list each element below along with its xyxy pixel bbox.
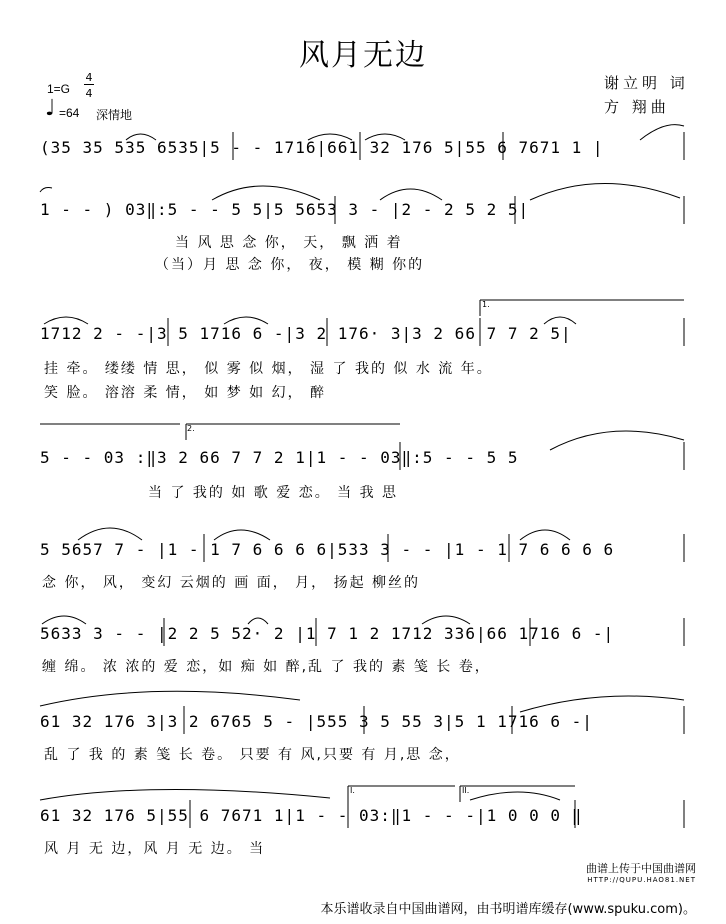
notation-row-1: (35 35 535 6535|5 - - 1716|661 32 176 5|55 6 7671 1 | xyxy=(40,138,604,157)
quarter-note-icon: ♩ xyxy=(45,96,56,121)
notation-row-2: 1 - - ) 03‖:5 - - 5 5|5 5653 3 - |2 - 2 5 2 5| xyxy=(40,200,530,219)
slur xyxy=(214,530,270,540)
slur xyxy=(520,696,684,712)
lyric-row-8: 风 月 无 边，风 月 无 边。 当 xyxy=(44,841,266,857)
lyric-row-5: 念 你， 风， 变幻 云烟的 画 面， 月， 扬起 柳丝的 xyxy=(42,575,421,591)
notation-row-5: 5 5657 7 - |1 - 1 7 6 6 6 6|533 3 - - |1 - 1 7 6 6 6 6 xyxy=(40,540,615,559)
notation-row-4: 5 - - 03 :‖3 2 66 7 7 2 1|1 - - 03‖:5 - - 5 5 xyxy=(40,448,519,467)
slur xyxy=(470,792,560,800)
lyric-row-2-verse-2: （当）月 思 念 你， 夜， 模 糊 你的 xyxy=(155,257,425,273)
volta-first-label: 1. xyxy=(482,300,490,309)
slur xyxy=(380,189,442,200)
lyric-row-7: 乱 了 我 的 素 笺 长 卷。 只要 有 风,只要 有 月,思 念， xyxy=(44,747,461,763)
slur xyxy=(40,789,330,800)
slur xyxy=(550,431,684,450)
lyric-row-3-verse-2: 笑 脸。 溶溶 柔 情， 如 梦 如 幻， 醉 xyxy=(44,385,327,401)
lyric-row-2-verse-1: 当 风 思 念 你， 天， 飘 洒 着 xyxy=(175,235,403,251)
composer-credit: 方 翔曲 xyxy=(604,98,670,116)
notation-row-8: 61 32 176 5|55 6 7671 1|1 - - 03:‖1 - - -|1 0 0 0 ‖ xyxy=(40,806,583,825)
slur xyxy=(520,530,570,540)
time-signature-rule xyxy=(84,84,94,85)
upload-url: HTTP://QUPU.HAO81.NET xyxy=(587,876,696,884)
source-notice: 本乐谱收录自中国曲谱网，由书明谱库缓存(www.spuku.com)。 xyxy=(320,902,696,917)
slur xyxy=(640,125,684,140)
slur xyxy=(544,317,576,324)
tempo-marking: =64 xyxy=(59,106,80,120)
upload-notice: 曲谱上传于中国曲谱网 xyxy=(586,862,696,875)
time-signature-top: 4 xyxy=(85,71,93,84)
slur xyxy=(42,616,86,624)
slur xyxy=(530,183,680,200)
slur xyxy=(40,691,300,706)
volta-second-roman-label: II. xyxy=(462,786,470,795)
page-title: 风月无边 xyxy=(299,38,427,73)
time-signature-bottom: 4 xyxy=(85,87,93,100)
slur xyxy=(212,186,320,200)
slur xyxy=(422,616,470,624)
key-signature: 1=G xyxy=(47,82,71,96)
slur xyxy=(40,188,52,193)
lyric-row-4: 当 了 我的 如 歌 爱 恋。 当 我 思 xyxy=(148,485,399,501)
notation-row-7: 61 32 176 3|3 2 6765 5 - |555 3 5 55 3|5 1 1716 6 -| xyxy=(40,712,593,731)
volta-second-label: 2. xyxy=(187,424,195,433)
slur xyxy=(78,528,142,540)
lyricist-credit: 谢立明 词 xyxy=(604,74,689,92)
notation-row-6: 5633 3 - - |2 2 5 52· 2 |1 7 1 2 1712 336|66 1716 6 -| xyxy=(40,624,615,643)
expression-marking: 深情地 xyxy=(96,108,133,122)
lyric-row-6: 缠 绵。 浓 浓的 爱 恋，如 痴 如 醉,乱 了 我的 素 笺 长 卷， xyxy=(42,659,491,675)
volta-first-roman-label: I. xyxy=(350,786,355,795)
lyric-row-3-verse-1: 挂 牵。 缕缕 情 思， 似 雾 似 烟， 湿 了 我的 似 水 流 年。 xyxy=(44,361,493,377)
slur xyxy=(44,317,88,324)
slur xyxy=(224,317,268,324)
notation-row-3: 1712 2 - -|3 5 1716 6 -|3 2 176· 3|3 2 66 7 7 2 5| xyxy=(40,324,572,343)
